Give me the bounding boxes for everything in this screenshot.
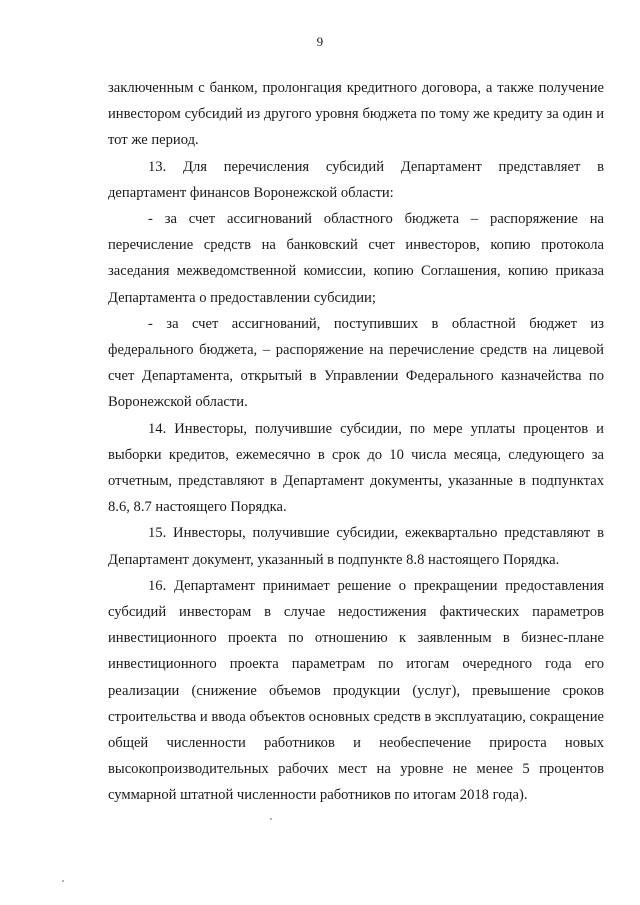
paragraph-continuation: заключенным с банком, пролонгация кредитного договора, а также получение инвестором субсидий из другого уровня бюджета по тому же кредиту за один и тот же период. [108,80,604,149]
paragraph-13: 13. Для перечисления субсидий Департамент представляет в департамент финансов Воронежской области: [108,158,604,201]
paragraph-14: 14. Инвесторы, получившие субсидии, по мере уплаты процентов и выборки кредитов, ежемесячно в срок до 10 числа месяца, следующего за отчетным, представляют в Департамент документы, указанные в подпунктах 8.6, 8.7 настоящего Порядка. [108,420,604,516]
scan-speck [270,818,272,820]
paragraph-16: 16. Департамент принимает решение о прекращении предоставления субсидий инвесторам в случае недостижения фактических параметров инвестиционного проекта по отношению к заявленным в бизнес-плане инвестиционного проекта параметрам по итогам очередного года его реализации (снижение объемов продукции (услуг), превышение сроков строительства и ввода объектов основных средств в эксплуатацию, сокращение общей численности работников и необеспечение прироста новых высокопроизводительных рабочих мест на уровне не менее 5 процентов суммарной штатной численности работников по итогам 2018 года). [108,577,604,804]
paragraph-13-item-regional-budget: - за счет ассигнований областного бюджета – распоряжение на перечисление средств на банковский счет инвесторов, копию протокола заседания межведомственной комиссии, копию Соглашения, копию приказа Департамента о предоставлении субсидии; [108,211,604,306]
scan-speck [62,880,64,882]
document-body [108,75,604,809]
paragraph-13-item-federal-budget: - за счет ассигнований, поступивших в областной бюджет из федерального бюджета, – распоряжение на перечисление средств на лицевой счет Департамента, открытый в Управлении Федерального казначейства по Воронежской области. [108,315,604,411]
page-number: 9 [316,34,324,49]
paragraph-15: 15. Инвесторы, получившие субсидии, ежеквартально представляют в Департамент документ, указанный в подпункте 8.8 настоящего Порядка. [108,525,604,568]
